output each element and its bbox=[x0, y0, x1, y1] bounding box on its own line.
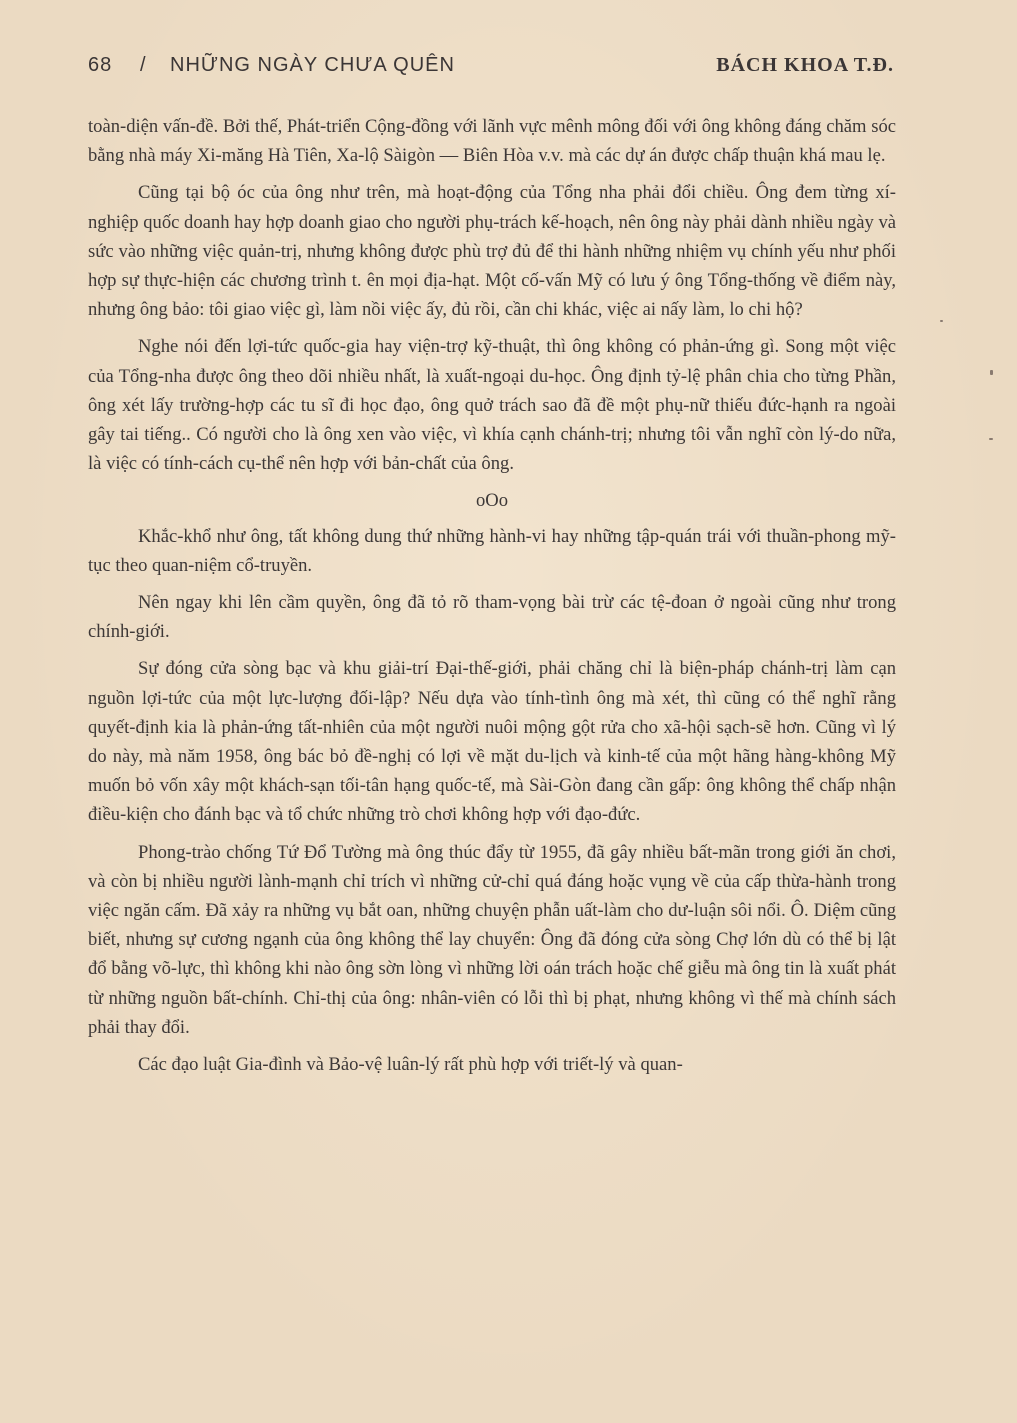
page-number: 68 bbox=[88, 54, 113, 76]
article-body bbox=[88, 112, 896, 1087]
paragraph: Nên ngay khi lên cầm quyền, ông đã tỏ rõ tham-vọng bài trừ các tệ-đoan ở ngoài cũng như trong chính-giới. bbox=[88, 592, 896, 643]
paragraph: Khắc-khổ như ông, tất không dung thứ những hành-vi hay những tập-quán trái với thuần-phong mỹ-tục theo quan-niệm cổ-truyền. bbox=[88, 525, 896, 576]
page-header bbox=[88, 54, 894, 84]
paragraph: Cũng tại bộ óc của ông như trên, mà hoạt-động của Tổng nha phải đổi chiều. Ông đem từng xí-nghiệp quốc doanh hay hợp doanh giao cho người phụ-trách kế-hoạch, nên ông này phải dành nhiều ngày và sức vào những việc quản-trị, nhưng không được phù trợ đủ để thi hành những nhiệm vụ chính yếu như phối hợp sự thực-hiện các chương trình t. ên mọi địa-hạt. Một cố-vấn Mỹ có lưu ý ông Tổng-thống về điểm này, nhưng ông bảo: tôi giao việc gì, làm nồi việc ấy, đủ rồi, cần chi khác, việc ai nấy làm, lo chi hộ? bbox=[88, 182, 896, 321]
paper-speck bbox=[989, 438, 993, 440]
paragraph: Sự đóng cửa sòng bạc và khu giải-trí Đại-thế-giới, phải chăng chỉ là biện-pháp chánh-trị làm cạn nguồn lợi-tức của một lực-lượng đối-lập? Nếu dựa vào tính-tình ông mà xét, thì cũng có thể nghĩ rằng quyết-định kia là phản-ứng tất-nhiên của một người nuôi mộng gột rửa cho xã-hội sạch-sẽ hơn. Cũng vì lý do này, mà năm 1958, ông bác bỏ đề-nghị có lợi về mặt du-lịch và kinh-tế của một hãng hàng-không Mỹ muốn bỏ vốn xây một khách-sạn tối-tân hạng quốc-tế, mà Sài-Gòn đang cần gấp: ông không thể chấp nhận điều-kiện cho đánh bạc và tổ chức những trò chơi không hợp với đạo-đức. bbox=[88, 658, 896, 826]
publication-name: BÁCH KHOA T.Đ. bbox=[716, 54, 894, 76]
paper-speck bbox=[940, 320, 943, 322]
section-separator: oOo bbox=[475, 490, 509, 512]
paragraph: Phong-trào chống Tứ Đổ Tường mà ông thúc đẩy từ 1955, đã gây nhiều bất-mãn trong giới ăn chơi, và còn bị nhiều người lành-mạnh chỉ trích vì những cử-chỉ quá đáng hoặc vụng về của cấp thừa-hành trong việc ngăn cấm. Đã xảy ra những vụ bắt oan, những chuyện phẫn uất-làm cho dư-luận sôi nổi. Ô. Diệm cũng biết, nhưng sự cương ngạnh của ông không thể lay chuyển: Ông đã đóng cửa sòng Chợ lớn dù có thể bị lật đổ bằng võ-lực, thì không khi nào ông sờn lòng vì những lời oán trách hoặc chế giễu mà ông tin là xuất phát từ những nguồn bất-chính. Chỉ-thị của ông: nhân-viên có lỗi thì bị phạt, nhưng không vì thế mà chính sách phải thay đổi. bbox=[88, 841, 896, 1038]
paragraph: Các đạo luật Gia-đình và Bảo-vệ luân-lý rất phù hợp với triết-lý và quan- bbox=[138, 1054, 683, 1076]
header-separator: / bbox=[140, 54, 147, 76]
paper-speck bbox=[990, 370, 993, 375]
running-title: NHỮNG NGÀY CHƯA QUÊN bbox=[170, 54, 455, 76]
paragraph: Nghe nói đến lợi-tức quốc-gia hay viện-trợ kỹ-thuật, thì ông không có phản-ứng gì. Song một việc của Tổng-nha được ông theo dõi nhiều nhất, là xuất-ngoại du-học. Ông định tỷ-lệ phân chia cho từng Phần, ông xét lấy trường-hợp các tu sĩ đi học đạo, ông quở trách sao đã đề một phụ-nữ thiếu đức-hạnh ra ngoài gây tai tiếng.. Có người cho là ông xen vào việc, vì khía cạnh chánh-trị; nhưng tôi vẫn nghĩ còn lý-do nữa, là việc có tính-cách cụ-thể nên hợp với bản-chất của ông. bbox=[88, 336, 896, 475]
paragraph: toàn-diện vấn-đề. Bởi thế, Phát-triển Cộng-đồng với lãnh vực mênh mông đối với ông không đáng chăm sóc bằng nhà máy Xi-măng Hà Tiên, Xa-lộ Sàigòn — Biên Hòa v.v. mà các dự án được chấp thuận khá mau lẹ. bbox=[88, 116, 896, 167]
